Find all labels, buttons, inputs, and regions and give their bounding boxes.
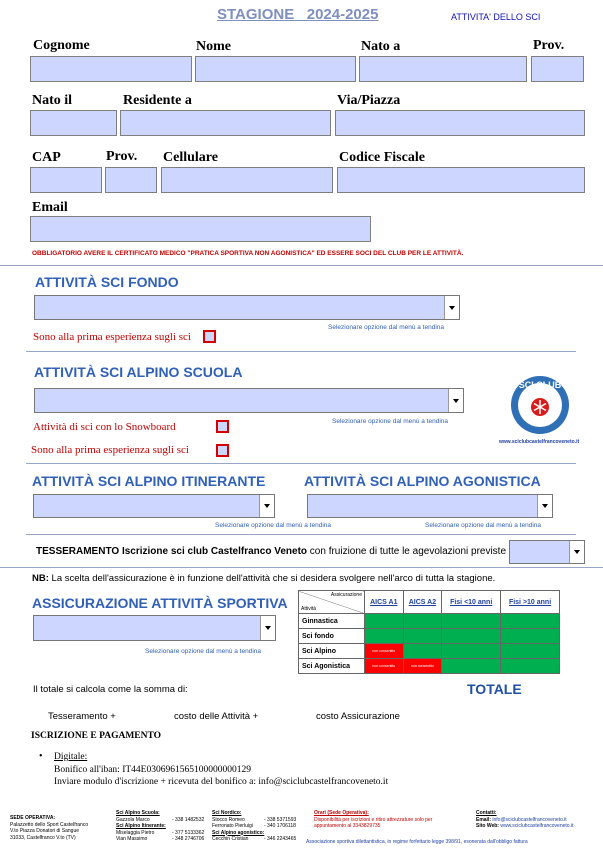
footer-contatti: [476, 810, 601, 830]
contact-group: Sci Nordico:: [212, 810, 242, 816]
label-prima-esperienza-alpino: Sono alla prima esperienza sugli sci: [31, 444, 189, 456]
corner-top: Assicurazione: [330, 592, 362, 598]
contact-phone: - 377 5133362: [172, 829, 205, 836]
section-sci-alpino-agonistica: ATTIVITÀ SCI ALPINO AGONISTICA: [304, 473, 541, 489]
nb-text: La scelta dell'assicurazione è in funzione dell'attività che si desidera svolgere nell'arco di tutta la stagione.: [48, 573, 496, 584]
sede-title: SEDE OPERATIVA:: [10, 815, 56, 821]
cell-allowed: [365, 629, 404, 644]
cell-allowed: [403, 614, 442, 629]
label-codice-fiscale: Codice Fiscale: [339, 150, 425, 165]
prima-esperienza-alpino-checkbox[interactable]: [216, 444, 229, 457]
label-email: Email: [32, 200, 68, 215]
tesseramento-select[interactable]: [509, 540, 585, 564]
totale-intro: Il totale si calcola come la somma di:: [33, 684, 188, 695]
select-hint: Selezionare opzione dal menù a tendina: [332, 418, 449, 425]
contatti-title: Contatti:: [476, 810, 497, 816]
cell-allowed: [403, 629, 442, 644]
section-assicurazione: ASSICURAZIONE ATTIVITÀ SPORTIVA: [32, 595, 288, 611]
row-label: Ginnastica: [299, 614, 365, 629]
cellulare-field[interactable]: [161, 167, 333, 193]
codice-fiscale-field[interactable]: [337, 167, 585, 193]
totale-part-attivita: costo delle Attività +: [174, 711, 259, 722]
email-link[interactable]: info@sciclubcastelfrancoveneto.it: [492, 816, 567, 823]
label-prov2: Prov.: [106, 149, 138, 164]
contact-phone: - 348 2746706: [172, 836, 205, 842]
tesseramento-row: [36, 546, 506, 557]
chevron-down-icon[interactable]: [259, 495, 274, 517]
page-subtitle: ATTIVITA' DELLO SCI: [451, 12, 541, 22]
web-label: Sito Web:: [476, 823, 499, 829]
label-cognome: Cognome: [33, 38, 90, 53]
cell-allowed: [501, 614, 560, 629]
select-hint: Selezionare opzione dal menù a tendina: [215, 522, 332, 529]
cell-not-allowed: non consentito: [365, 659, 404, 674]
footer-orari: [314, 810, 449, 830]
contact-phone: - 346 2243465: [264, 836, 297, 842]
col-header: AICS A2: [403, 591, 442, 614]
digitale-label: Digitale:: [54, 752, 88, 762]
cognome-field[interactable]: [30, 56, 192, 82]
nb-note: [32, 573, 495, 584]
col-header: Fisi <10 anni: [442, 591, 501, 614]
sci-club-logo: [510, 375, 570, 435]
chevron-down-icon[interactable]: [260, 616, 275, 640]
insurance-table: [298, 590, 560, 674]
footer-contacts-1: [116, 810, 208, 843]
prov-field[interactable]: [531, 56, 584, 82]
invio-line: Inviare modulo d'iscrizione + ricevuta del bonifico a: info@sciclubcastelfrancoveneto.it: [54, 777, 389, 787]
email-field[interactable]: [30, 216, 371, 242]
cell-allowed: [403, 644, 442, 659]
web-link[interactable]: www.sciclubcastelfrancoveneto.it: [500, 823, 574, 829]
logo-text: SCI CLUB: [518, 380, 562, 390]
residente-field[interactable]: [120, 110, 331, 136]
section-sci-fondo: ATTIVITÀ SCI FONDO: [35, 274, 179, 290]
prima-esperienza-fondo-checkbox[interactable]: [203, 330, 216, 343]
label-via: Via/Piazza: [337, 93, 401, 108]
nb-label: NB:: [32, 573, 49, 584]
label-prov: Prov.: [533, 38, 565, 53]
orari-line: Disponibilità per iscrizioni e ritiro attrezzature solo per: [314, 816, 433, 823]
contact-group: Sci Alpino Itinerante:: [116, 823, 166, 829]
select-hint: Selezionare opzione dal menù a tendina: [328, 324, 445, 331]
contact-phone: - 338 1482532: [172, 816, 205, 823]
cell-allowed: [365, 614, 404, 629]
contact-person: [116, 836, 208, 843]
contact-name: Cecchin Cristian: [212, 836, 249, 842]
sci-alpino-itinerante-select[interactable]: [33, 494, 275, 518]
chevron-down-icon[interactable]: [448, 389, 463, 412]
sede-line: Palazzetto dello Sport Castelfranco: [10, 821, 89, 828]
assicurazione-select[interactable]: [33, 615, 276, 641]
contact-name: Gazzola Marco: [116, 816, 150, 823]
page-title: STAGIONE 2024-2025: [217, 6, 379, 23]
cell-allowed: [501, 629, 560, 644]
cell-allowed: [501, 644, 560, 659]
chevron-down-icon[interactable]: [444, 296, 459, 319]
divider: [0, 567, 603, 568]
select-hint: Selezionare opzione dal menù a tendina: [425, 522, 542, 529]
cell-allowed: [442, 629, 501, 644]
contact-group: Sci Alpino agonistico:: [212, 829, 265, 836]
section-sci-alpino-itinerante: ATTIVITÀ SCI ALPINO ITINERANTE: [32, 473, 266, 489]
label-cap: CAP: [32, 150, 61, 165]
cell-allowed: [442, 644, 501, 659]
label-nato-a: Nato a: [361, 39, 401, 54]
orari-title: Orari (Sede Operativa):: [314, 810, 369, 816]
table-row: [299, 614, 560, 629]
row-label: Sci Agonistica: [299, 659, 365, 674]
sci-alpino-agonistica-select[interactable]: [307, 494, 553, 518]
contact-person: [212, 836, 307, 843]
contact-group: Sci Alpino Scuola:: [116, 810, 160, 816]
nato-il-field[interactable]: [30, 110, 117, 136]
iban-line: Bonifico all'iban: IT44E0306961565100000000129: [54, 765, 251, 775]
divider: [26, 463, 576, 464]
prov2-field[interactable]: [105, 167, 157, 193]
footer-bottom-note: Associazione sportiva dilettantistica, in regime forfettario legge 398/91, esonerata dall'obbligo fattura: [306, 839, 528, 845]
col-header: AICS A1: [365, 591, 404, 614]
label-residente: Residente a: [123, 93, 192, 108]
contact-name: Stocco Romeo: [212, 816, 245, 823]
contact-name: Ferronato Pierluigi: [212, 823, 253, 829]
contact-phone: - 340 1706118: [264, 823, 296, 829]
table-row: [299, 644, 560, 659]
tesseramento-club: Iscrizione sci club Castelfranco Veneto: [119, 546, 308, 557]
section-sci-alpino-scuola: ATTIVITÀ SCI ALPINO SCUOLA: [34, 364, 243, 380]
chevron-down-icon[interactable]: [537, 495, 552, 517]
cell-allowed: [442, 659, 501, 674]
table-row: [299, 659, 560, 674]
tesseramento-text: con fruizione di tutte le agevolazioni previste: [307, 546, 507, 557]
totale-part-tesseramento: Tesseramento +: [48, 711, 116, 722]
tesseramento-label: TESSERAMENTO: [36, 546, 120, 557]
label-nome: Nome: [196, 39, 231, 54]
web-line: [476, 823, 601, 830]
cell-not-allowed: non consentito: [365, 644, 404, 659]
orari-line: appuntamento al 3343829735: [314, 823, 381, 829]
label-nato-il: Nato il: [32, 93, 73, 108]
corner-bottom: Attività: [301, 606, 317, 612]
label-cellulare: Cellulare: [163, 150, 218, 165]
cap-field[interactable]: [30, 167, 102, 193]
table-corner: [299, 591, 365, 614]
divider: [26, 534, 576, 535]
snowboard-checkbox[interactable]: [216, 420, 229, 433]
sci-alpino-scuola-select[interactable]: [34, 388, 464, 413]
contact-phone: - 338 5371593: [264, 816, 297, 823]
logo-url: www.sciclubcastelfrancoveneto.it: [499, 439, 580, 445]
contact-name: Vian Massimo: [116, 836, 148, 842]
sci-fondo-select[interactable]: [34, 295, 460, 320]
sede-line: V.to Piazza Donatori di Sangue: [10, 828, 80, 834]
bullet-icon: •: [39, 751, 43, 762]
via-field[interactable]: [335, 110, 585, 136]
email-label: Email:: [476, 816, 492, 823]
col-header: Fisi >10 anni: [501, 591, 560, 614]
label-prima-esperienza-fondo: Sono alla prima esperienza sugli sci: [33, 331, 191, 343]
chevron-down-icon[interactable]: [569, 541, 584, 563]
divider: [0, 265, 603, 266]
medical-warning: OBBLIGATORIO AVERE IL CERTIFICATO MEDICO "PRATICA SPORTIVA NON AGONISTICA" ED ESSERE SOCI DEL CLUB PER LE ATTIVITÀ.: [32, 250, 464, 257]
table-row: [299, 629, 560, 644]
iscrizione-title: ISCRIZIONE E PAGAMENTO: [31, 731, 162, 741]
label-snowboard: Attività di sci con lo Snowboard: [33, 421, 176, 433]
totale-part-assicurazione: costo Assicurazione: [316, 711, 400, 722]
row-label: Sci fondo: [299, 629, 365, 644]
divider: [26, 351, 576, 352]
cell-not-allowed: non consentito: [403, 659, 442, 674]
nato-a-field[interactable]: [359, 56, 527, 82]
footer-contacts-2: [212, 810, 307, 843]
row-label: Sci Alpino: [299, 644, 365, 659]
select-hint: Selezionare opzione dal menù a tendina: [145, 648, 262, 655]
totale-label: TOTALE: [467, 681, 522, 697]
nome-field[interactable]: [195, 56, 356, 82]
cell-allowed: [501, 659, 560, 674]
footer-sede: [10, 815, 105, 841]
contact-name: Miselaggia Pietro: [116, 829, 155, 836]
cell-allowed: [442, 614, 501, 629]
sede-line: 31033, Castelfranco V.to (TV): [10, 834, 76, 841]
